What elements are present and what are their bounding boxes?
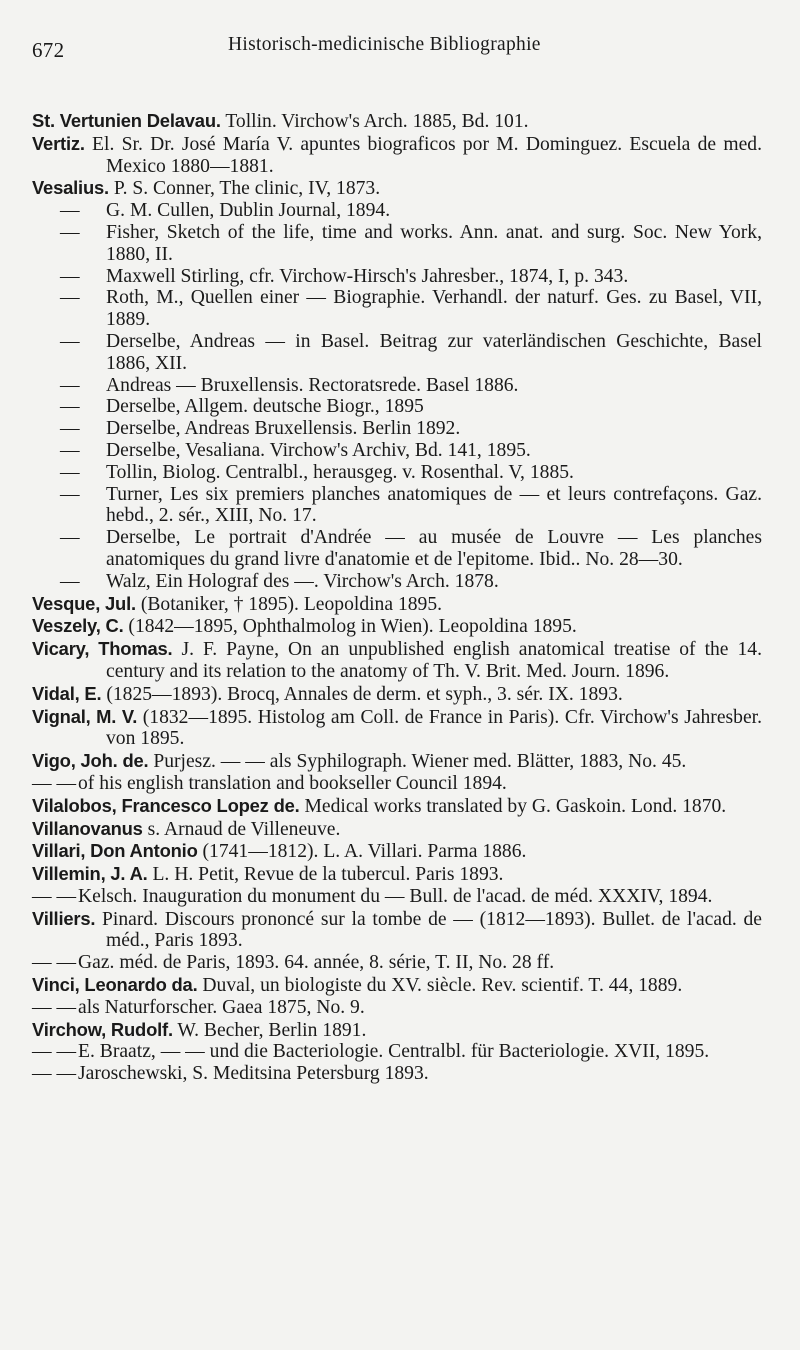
entry-heading: Vignal, M. V.	[32, 705, 138, 727]
bibliography-entry	[32, 974, 762, 997]
ditto-dash: — —	[32, 1063, 77, 1085]
ditto-dash: —	[60, 461, 80, 483]
bibliography-entry	[32, 750, 762, 773]
ditto-dash: —	[60, 221, 80, 243]
ditto-dash: — —	[32, 996, 77, 1018]
entry-text: Kelsch. Inauguration du monument du — Bull. de l'acad. de méd. XXXIV, 1894.	[78, 885, 713, 907]
entry-heading: St. Vertunien Delavau.	[32, 110, 221, 131]
entry-text: Andreas — Bruxellensis. Rectoratsrede. Basel 1886.	[106, 374, 519, 396]
entry-heading: Vigo, Joh. de.	[32, 750, 149, 772]
bibliography-subentry	[32, 440, 762, 462]
bibliography-subentry	[32, 997, 762, 1019]
bibliography-subentry	[32, 484, 762, 528]
entry-text: Jaroschewski, S. Meditsina Petersburg 1893.	[78, 1063, 429, 1085]
page-number: 672	[32, 38, 65, 62]
entry-text: Tollin. Virchow's Arch. 1885, Bd. 101.	[225, 111, 529, 132]
entry-text: El. Sr. Dr. José María V. apuntes biograficos por M. Dominguez. Escuela de med. Mexico 1880—1881.	[92, 133, 762, 177]
entry-heading: Vesalius.	[32, 177, 109, 199]
entry-text: Duval, un biologiste du XV. siècle. Rev. scientif. T. 44, 1889.	[202, 975, 683, 997]
bibliography-entry	[32, 795, 762, 818]
bibliography-entry	[32, 863, 762, 886]
entry-text: (1825—1893). Brocq, Annales de derm. et syph., 3. sér. IX. 1893.	[106, 683, 623, 705]
bibliography-entry	[32, 110, 762, 133]
entry-heading: Virchow, Rudolf.	[32, 1018, 173, 1040]
entry-text: (Botaniker, † 1895). Leopoldina 1895.	[140, 593, 443, 615]
entry-heading: Villemin, J. A.	[32, 863, 148, 885]
bibliography-subentry	[32, 287, 762, 331]
entry-heading: Vinci, Leonardo da.	[32, 974, 198, 996]
entry-heading: Veszely, C.	[32, 615, 124, 637]
ditto-dash: —	[60, 265, 80, 287]
bibliography-entry	[32, 908, 762, 953]
entry-text: Derselbe, Allgem. deutsche Biogr., 1895	[106, 396, 424, 418]
bibliography-subentry	[32, 266, 762, 288]
bibliography-entry	[32, 133, 762, 178]
entry-text: Roth, M., Quellen einer — Biographie. Verhandl. der naturf. Ges. zu Basel, VII, 1889.	[106, 287, 762, 331]
bibliography-entry	[32, 593, 762, 616]
ditto-dash: —	[60, 418, 80, 440]
bibliography-subentry	[32, 773, 762, 795]
bibliography-subentry	[32, 375, 762, 397]
entry-text: Gaz. méd. de Paris, 1893. 64. année, 8. série, T. II, No. 28 ff.	[78, 952, 555, 974]
ditto-dash: — —	[32, 885, 77, 907]
bibliography-entry	[32, 840, 762, 863]
ditto-dash: — —	[32, 772, 77, 794]
bibliography-subentry	[32, 331, 762, 375]
bibliography-entry	[32, 1019, 762, 1042]
bibliography-subentry	[32, 527, 762, 571]
bibliography-subentry	[32, 222, 762, 266]
ditto-dash: — —	[32, 1041, 77, 1063]
bibliography-subentry	[32, 571, 762, 593]
entry-text: L. H. Petit, Revue de la tubercul. Paris 1893.	[152, 864, 504, 886]
ditto-dash: —	[60, 527, 80, 549]
entry-text: (1741—1812). L. A. Villari. Parma 1886.	[202, 841, 527, 863]
bibliography-subentry	[32, 952, 762, 974]
entry-text: s. Arnaud de Villeneuve.	[147, 818, 341, 840]
entry-text: als Naturforscher. Gaea 1875, No. 9.	[78, 996, 365, 1018]
entry-text: Derselbe, Andreas — in Basel. Beitrag zur vaterländischen Geschichte, Basel 1886, XII.	[106, 330, 762, 374]
bibliography-subentry	[32, 886, 762, 908]
bibliography-subentry	[32, 1063, 762, 1085]
ditto-dash: — —	[32, 952, 77, 974]
running-title: Historisch-medicinische Bibliographie	[228, 34, 541, 55]
entry-text: Pinard. Discours prononcé sur la tombe de — (1812—1893). Bullet. de l'acad. de méd., Paris 1893.	[102, 908, 762, 952]
entry-heading: Villari, Don Antonio	[32, 840, 198, 862]
bibliography-subentry	[32, 462, 762, 484]
entry-list	[32, 110, 762, 1085]
entry-text: W. Becher, Berlin 1891.	[177, 1019, 367, 1041]
bibliography-subentry	[32, 200, 762, 222]
bibliography-entry	[32, 818, 762, 841]
entry-heading: Vesque, Jul.	[32, 592, 136, 614]
entry-text: Maxwell Stirling, cfr. Virchow-Hirsch's Jahresber., 1874, I, p. 343.	[106, 265, 629, 287]
ditto-dash: —	[60, 439, 80, 461]
bibliography-subentry	[32, 1041, 762, 1063]
entry-text: of his english translation and bookseller Council 1894.	[78, 772, 507, 794]
ditto-dash: —	[60, 287, 80, 309]
bibliography-entry	[32, 706, 762, 751]
bibliography-subentry	[32, 418, 762, 440]
entry-text: Purjesz. — — als Syphilograph. Wiener med. Blätter, 1883, No. 45.	[153, 751, 687, 773]
entry-text: E. Braatz, — — und die Bacteriologie. Centralbl. für Bacteriologie. XVII, 1895.	[78, 1041, 710, 1063]
bibliography-entry	[32, 683, 762, 706]
entry-text: (1832—1895. Histolog am Coll. de France in Paris). Cfr. Virchow's Jahresber. von 1895.	[106, 706, 762, 750]
entry-heading: Vidal, E.	[32, 682, 102, 704]
running-head	[32, 28, 762, 68]
entry-heading: Vertiz.	[32, 132, 85, 154]
entry-text: G. M. Cullen, Dublin Journal, 1894.	[106, 200, 391, 222]
bibliography-entry	[32, 638, 762, 683]
entry-text: Walz, Ein Holograf des —. Virchow's Arch. 1878.	[106, 570, 499, 592]
entry-heading: Vilalobos, Francesco Lopez de.	[32, 794, 300, 816]
entry-text: P. S. Conner, The clinic, IV, 1873.	[113, 178, 381, 200]
ditto-dash: —	[60, 200, 80, 222]
entry-text: Derselbe, Le portrait d'Andrée — au musée de Louvre — Les planches anatomiques du grand livre d'anatomie et de l'epitome. Ibid.. No. 28—30.	[106, 527, 762, 570]
entry-text: Turner, Les six premiers planches anatomiques de — et leurs contrefaçons. Gaz. hebd., 2. sér., XIII, No. 17.	[106, 483, 762, 527]
ditto-dash: —	[60, 330, 80, 352]
entry-text: Medical works translated by G. Gaskoin. Lond. 1870.	[304, 795, 727, 817]
entry-text: Fisher, Sketch of the life, time and works. Ann. anat. and surg. Soc. New York, 1880, II.	[106, 221, 762, 265]
entry-heading: Villiers.	[32, 907, 96, 929]
ditto-dash: —	[60, 374, 80, 396]
entry-heading: Vicary, Thomas.	[32, 638, 173, 660]
ditto-dash: —	[60, 483, 80, 505]
bibliography-subentry	[32, 396, 762, 418]
ditto-dash: —	[60, 570, 80, 592]
bibliography-entry	[32, 177, 762, 200]
entry-text: Tollin, Biolog. Centralbl., herausgeg. v. Rosenthal. V, 1885.	[106, 461, 574, 483]
entry-heading: Villanovanus	[32, 817, 143, 839]
entry-text: Derselbe, Andreas Bruxellensis. Berlin 1892.	[106, 418, 461, 440]
entry-text: Derselbe, Vesaliana. Virchow's Archiv, Bd. 141, 1895.	[106, 439, 531, 461]
entry-text: (1842—1895, Ophthalmolog in Wien). Leopoldina 1895.	[128, 616, 577, 638]
entry-text: J. F. Payne, On an unpublished english anatomical treatise of the 14. century and its relation to the anatomy of Th. V. Brit. Med. Journ. 1896.	[106, 639, 762, 682]
ditto-dash: —	[60, 396, 80, 418]
bibliography-entry	[32, 615, 762, 638]
